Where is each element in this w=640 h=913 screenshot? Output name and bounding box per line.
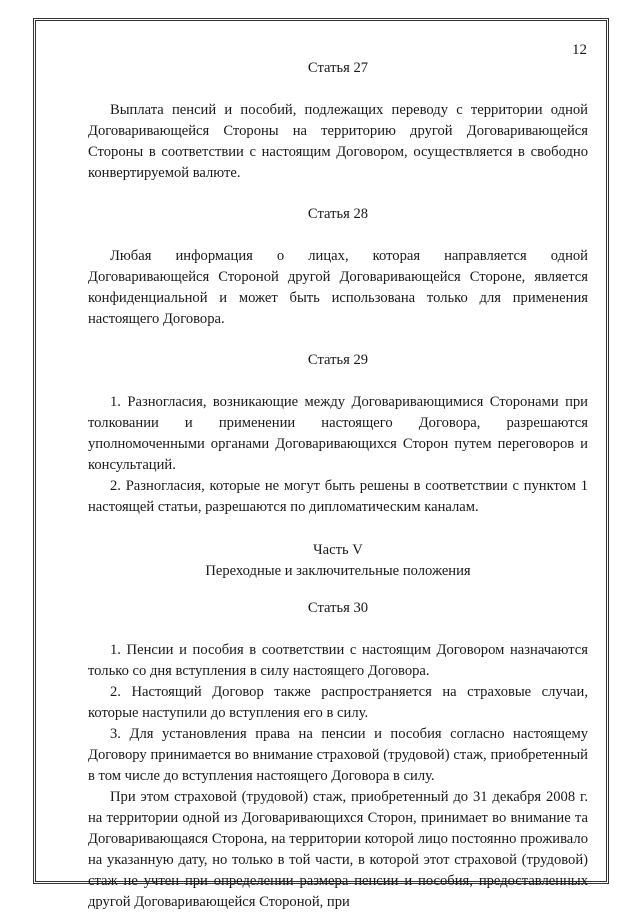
article-30-paragraph-3: 3. Для установления права на пенсии и пособия согласно настоящему Договору принимается во внимание страховой (трудовой) стаж, приобретенный в том числе до вступления настоящего Договора в силу.	[88, 726, 588, 784]
article-27-paragraph-1: Выплата пенсий и пособий, подлежащих переводу с территории одной Договаривающейся Стороны на территорию другой Договаривающейся Стороны в соответствии с настоящим Договором, осуществляется в свободно конвертируемой валюте.	[88, 102, 588, 181]
article-29-heading: Статья 29	[307, 352, 369, 368]
article-28-paragraph-1: Любая информация о лицах, которая направляется одной Договаривающейся Стороной другой Договаривающейся Стороне, является конфиденциальной и может быть использована только для применения настоящего Договора.	[88, 248, 588, 327]
page-number: 12	[572, 42, 587, 58]
article-30-paragraph-4: При этом страховой (трудовой) стаж, приобретенный до 31 декабря 2008 г. на территории одной из Договаривающихся Сторон, принимает во внимание та Договаривающаяся Сторона, на территории которой лицо постоянно проживало на указанную дату, но только в той части, в которой этот страховой (трудовой) стаж не учтен при определении размера пенсии и пособия, предоставленных другой Договаривающейся Стороной, при	[88, 789, 588, 910]
article-30-heading: Статья 30	[307, 600, 369, 616]
article-27-heading: Статья 27	[307, 60, 369, 76]
article-30-paragraph-1: 1. Пенсии и пособия в соответствии с настоящим Договором назначаются только со дня вступления в силу настоящего Договора.	[88, 642, 588, 679]
document-body	[88, 58, 588, 913]
part-5-heading: Часть V	[313, 542, 363, 558]
article-29-paragraph-2: 2. Разногласия, которые не могут быть решены в соответствии с пунктом 1 настоящей статьи, разрешаются по дипломатическим каналам.	[88, 478, 588, 515]
article-30-paragraph-2: 2. Настоящий Договор также распространяется на страховые случаи, которые наступили до вступления его в силу.	[88, 684, 588, 721]
part-5-title: Переходные и заключительные положения	[205, 563, 471, 579]
article-28-heading: Статья 28	[307, 206, 369, 222]
article-29-paragraph-1: 1. Разногласия, возникающие между Договаривающимися Сторонами при толковании и применении настоящего Договора, разрешаются уполномоченными органами Договаривающихся Сторон путем переговоров и консультаций.	[88, 394, 588, 473]
